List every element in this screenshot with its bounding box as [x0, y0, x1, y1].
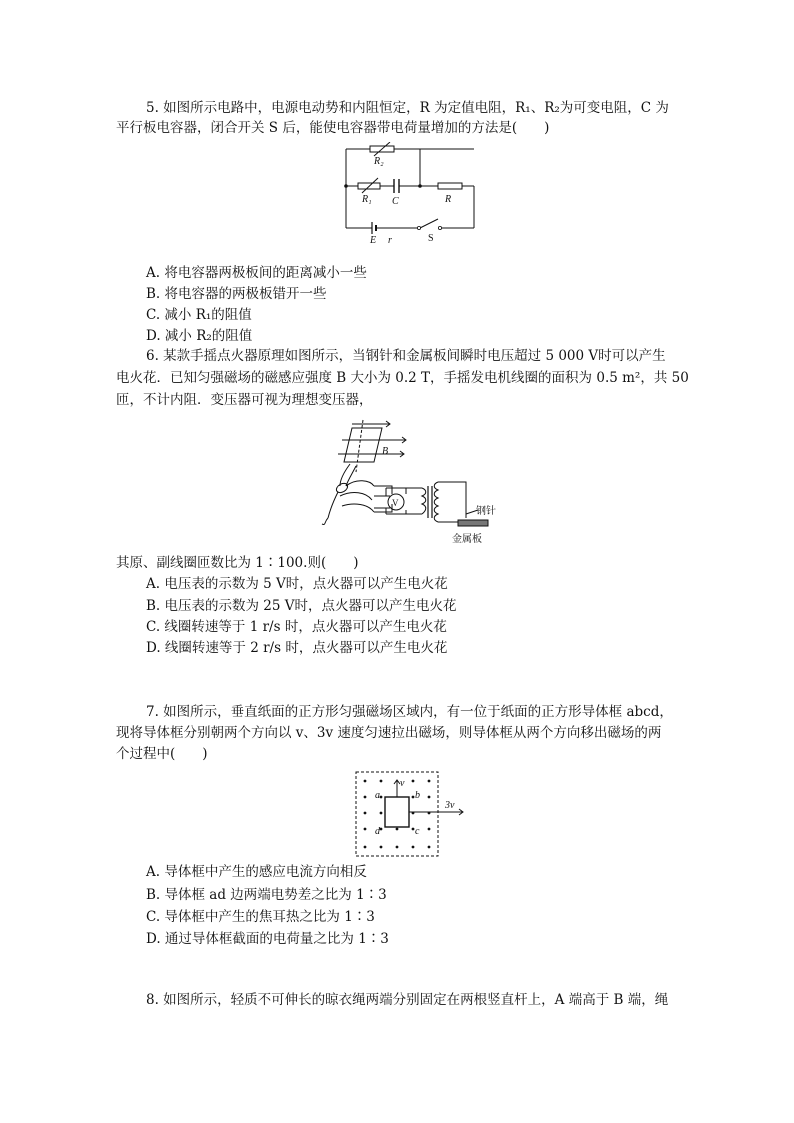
q6-option-a: A. 电压表的示数为 5 V时，点火器可以产生电火花: [146, 576, 448, 592]
label-d: d: [375, 826, 380, 837]
label-b-field: B: [382, 446, 389, 457]
q5-option-d: D. 减小 R₂的阻值: [146, 328, 253, 344]
label-plate: 金属板: [452, 534, 482, 545]
label-e: E: [370, 235, 377, 246]
label-voltmeter: V: [392, 498, 399, 508]
q6-stem-line-3: 匝，不计内阻．变压器可视为理想变压器，: [116, 392, 373, 408]
q7-field-figure: [355, 771, 471, 859]
label-3v: 3v: [445, 800, 455, 811]
q7-option-d: D. 通过导体框截面的电荷量之比为 1∶3: [146, 931, 389, 947]
field-dot: [396, 828, 399, 831]
field-dot: [380, 828, 383, 831]
q5-option-a: A. 将电容器两极板间的距离减小一些: [146, 265, 367, 281]
q5-option-b: B. 将电容器的两极板错开一些: [146, 286, 327, 302]
q7-stem-line-2: 现将导体框分别朝两个方向以 v、3v 速度匀速拉出磁场，则导体框从两个方向移出磁场的两: [116, 725, 662, 741]
field-dot: [412, 846, 415, 849]
field-dot: [380, 780, 383, 783]
field-dot: [412, 780, 415, 783]
field-dot: [428, 828, 431, 831]
q5-option-c: C. 减小 R₁的阻值: [146, 307, 252, 323]
q7-stem-line-1: 7. 如图所示，垂直纸面的正方形匀强磁场区域内，有一位于纸面的正方形导体框 abcd，: [146, 704, 673, 720]
q7-option-c: C. 导体框中产生的焦耳热之比为 1∶3: [146, 909, 375, 925]
label-a: a: [375, 790, 380, 801]
field-dot: [380, 846, 383, 849]
field-dot: [364, 796, 367, 799]
label-r: R: [445, 194, 452, 205]
q6-stem-line-4: 其原、副线圈匝数比为 1∶100.则( ): [116, 555, 359, 571]
q5-stem-line-2: 平行板电容器，闭合开关 S 后，能使电容器带电荷量增加的方法是( ): [116, 120, 550, 136]
q7-option-b: B. 导体框 ad 边两端电势差之比为 1∶3: [146, 887, 387, 903]
field-dot: [396, 846, 399, 849]
field-dot: [380, 812, 383, 815]
q6-option-b: B. 电压表的示数为 25 V时，点火器可以产生电火花: [146, 598, 457, 614]
q7-option-a: A. 导体框中产生的感应电流方向相反: [146, 864, 367, 880]
label-b: b: [415, 790, 420, 801]
field-dot: [364, 812, 367, 815]
label-r-internal: r: [388, 235, 392, 246]
q5-circuit-figure: [334, 142, 486, 248]
field-dot: [364, 846, 367, 849]
q5-stem-line-1: 5. 如图所示电路中，电源电动势和内阻恒定，R 为定值电阻，R₁、R₂为可变电阻，C 为: [146, 100, 669, 116]
label-c: C: [392, 196, 399, 207]
q6-stem-line-1: 6. 某款手摇点火器原理如图所示，当钢针和金属板间瞬时电压超过 5 000 V时可以产生: [146, 348, 666, 364]
label-s: S: [428, 233, 434, 244]
field-dot: [412, 828, 415, 831]
field-dot: [380, 796, 383, 799]
label-needle: 钢针: [476, 506, 496, 517]
q6-stem-line-2: 电火花．已知匀强磁场的磁感应强度 B 大小为 0.2 T，手摇发电机线圈的面积为 0.5 m²，共 50: [116, 370, 689, 386]
label-c: c: [415, 826, 420, 837]
q6-option-d: D. 线圈转速等于 2 r/s 时，点火器可以产生电火花: [146, 640, 448, 656]
q6-igniter-figure: [316, 414, 506, 548]
field-dot: [428, 780, 431, 783]
q8-stem-line-1: 8. 如图所示，轻质不可伸长的晾衣绳两端分别固定在两根竖直杆上，A 端高于 B 端，绳: [146, 992, 669, 1008]
field-dot: [364, 828, 367, 831]
field-dot: [428, 846, 431, 849]
field-dot: [412, 796, 415, 799]
label-r1: R₁: [362, 194, 372, 205]
label-v: v: [400, 778, 405, 789]
label-r2: R₂: [374, 156, 384, 167]
field-dot: [428, 796, 431, 799]
q6-option-c: C. 线圈转速等于 1 r/s 时，点火器可以产生电火花: [146, 619, 447, 635]
q7-stem-line-3: 个过程中( ): [116, 746, 208, 762]
field-dot: [364, 780, 367, 783]
